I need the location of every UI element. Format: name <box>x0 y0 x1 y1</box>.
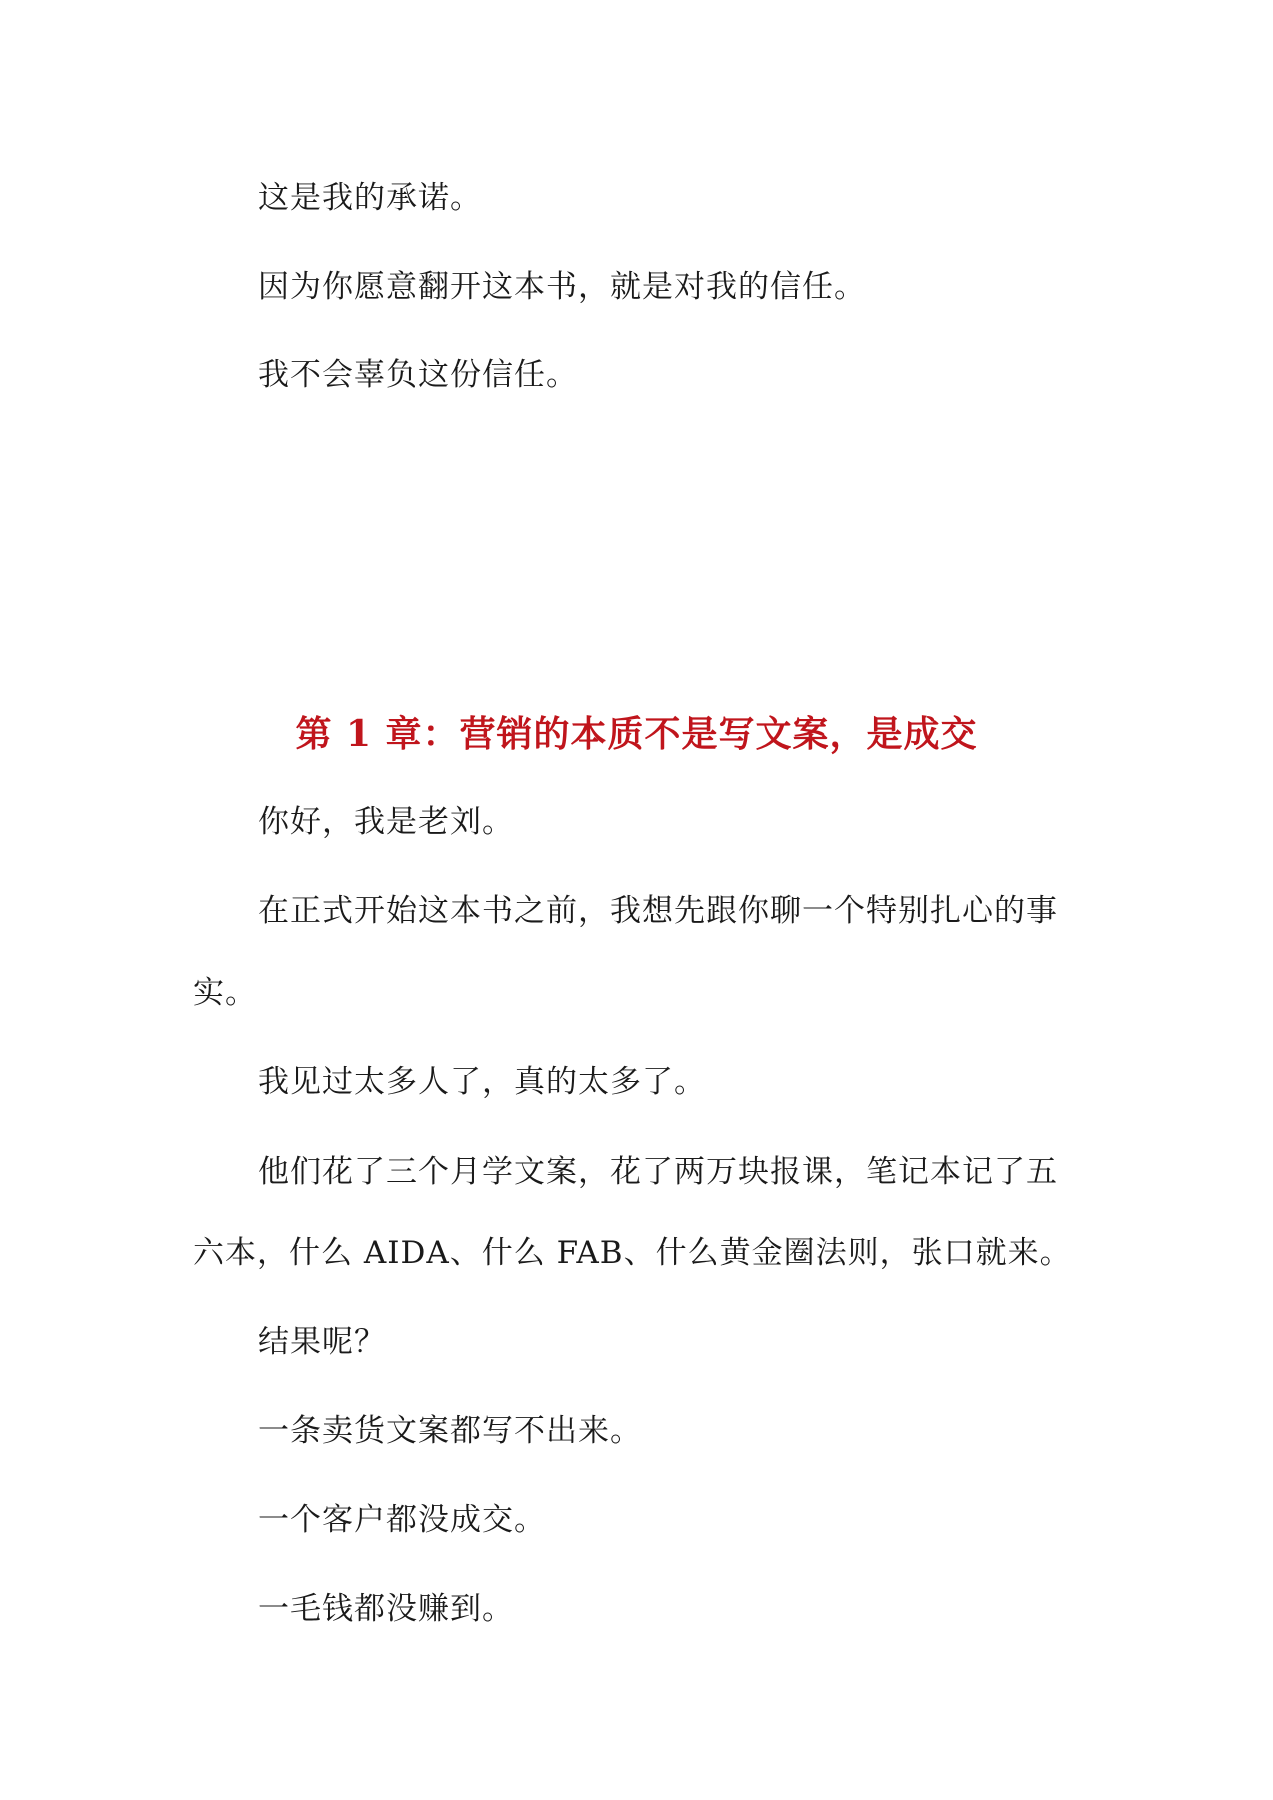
body-paragraph-4-line-1: 他们花了三个月学文案，花了两万块报课，笔记本记了五 <box>258 1154 1058 1190</box>
body-paragraph-2-line-1: 在正式开始这本书之前，我想先跟你聊一个特别扎心的事 <box>258 893 1058 929</box>
intro-paragraph-3: 我不会辜负这份信任。 <box>258 357 578 393</box>
body-paragraph-2-line-2: 实。 <box>193 975 257 1011</box>
body-paragraph-greeting: 你好，我是老刘。 <box>258 804 514 840</box>
chapter-title: 第 1 章：营销的本质不是写文案，是成交 <box>295 713 978 755</box>
body-paragraph-6: 一条卖货文案都写不出来。 <box>258 1413 642 1449</box>
body-paragraph-5: 结果呢？ <box>258 1324 386 1360</box>
intro-paragraph-1: 这是我的承诺。 <box>258 180 482 216</box>
intro-paragraph-2: 因为你愿意翻开这本书，就是对我的信任。 <box>258 269 866 305</box>
body-paragraph-7: 一个客户都没成交。 <box>258 1502 546 1538</box>
body-paragraph-4-line-2: 六本，什么 AIDA、什么 FAB、什么黄金圈法则，张口就来。 <box>193 1235 1072 1271</box>
body-paragraph-8: 一毛钱都没赚到。 <box>258 1591 514 1627</box>
body-paragraph-3: 我见过太多人了，真的太多了。 <box>258 1064 706 1100</box>
